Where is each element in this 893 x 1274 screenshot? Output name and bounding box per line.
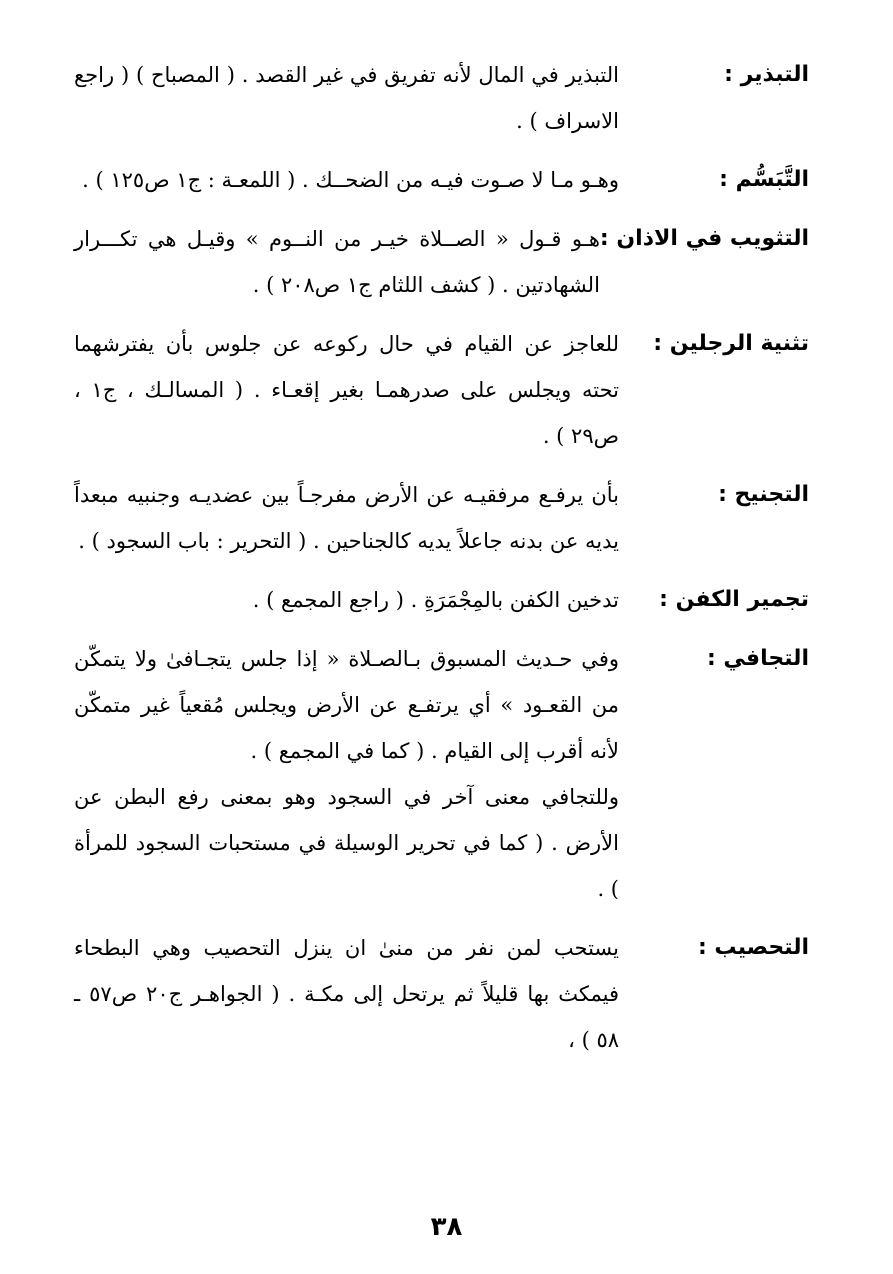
entry-term: التثويب في الاذان : [599,226,809,251]
definition-paragraph: يستحب لمن نفر من منىٰ ان ينزل التحصيب وهي البطحاء فيمكث بها قليلاً ثم يرتحل إلى مكـة . ( الجواهـر ج٢٠ ص٥٧ ـ ٥٨ ) ، [74,936,620,1052]
entry-tahsib [74,925,809,1063]
definition-paragraph: وللتجافي معنى آخر في السجود وهو بمعنى رفع البطن عن الأرض . ( كما في تحرير الوسيلة في مستحبات السجود للمرأة ) . [74,785,619,901]
definition-paragraph: للعاجز عن القيام في حال ركوعه عن جلوس بأن يفترشهما تحته ويجلس على صدرهمـا بغير إقعـاء . ( المسالـك ، ج١ ، ص٢٩ ) . [74,332,619,448]
definition-paragraph: وفي حـديث المسبوق بـالصـلاة « إذا جلس يتجـافىٰ ولا يتمكّن من القعـود » أي يرتفـع عن الأرض ويجلس مُقعياً غير متمكّن لأنه أقرب إلى القيام . ( كما في المجمع ) . [74,647,619,763]
entry-tathwib [74,216,809,308]
entry-definition [74,216,600,308]
entry-term: تجمير الكفن : [659,587,809,612]
entry-tajnih [74,472,809,564]
entry-tabdhir [74,52,809,144]
entry-tathniya [74,321,809,459]
page-number: ٣٨ [430,1212,463,1242]
entry-definition [74,157,619,203]
dictionary-page [74,52,809,1076]
definition-paragraph: تدخين الكفن بالمِجْمَرَةِ . ( راجع المجمع ) . [252,588,619,612]
entry-term: التبذير : [724,62,809,87]
entry-definition [74,577,619,623]
entry-definition [74,321,619,459]
definition-paragraph: التبذير في المال لأنه تفريق في غير القصد . ( المصباح ) ( راجع الاسراف ) . [74,63,619,133]
entry-definition [74,636,619,912]
entry-term: تثنية الرجلين : [653,331,809,356]
entry-definition [74,472,619,564]
entry-tabassum [74,157,809,203]
definition-paragraph: بأن يرفـع مرفقيـه عن الأرض مفرجـاً بين عضديـه وجنبيه مبعداً يديه عن بدنه جاعلاً يديه كالجناحين . ( التحرير : باب السجود ) . [74,483,619,553]
entry-definition [74,925,619,1063]
entry-term: التَّبَسُّم : [719,167,809,192]
entry-term: التجافي : [706,646,809,671]
entry-term: التحصيب : [697,935,809,960]
entry-definition [74,52,619,144]
entry-term: التجنيح : [718,482,809,507]
definition-paragraph: وهـو مـا لا صـوت فيـه من الضحــك . ( اللمعـة : ج١ ص١٢٥ ) . [82,168,619,192]
entry-tajafi [74,636,809,912]
definition-paragraph: هـو قـول « الصــلاة خيـر من النــوم » وقيـل هي تكـــرار الشهادتين . ( كشف اللثام ج١ ص٢٠٨ ) . [74,227,600,297]
entry-tajmir [74,577,809,623]
